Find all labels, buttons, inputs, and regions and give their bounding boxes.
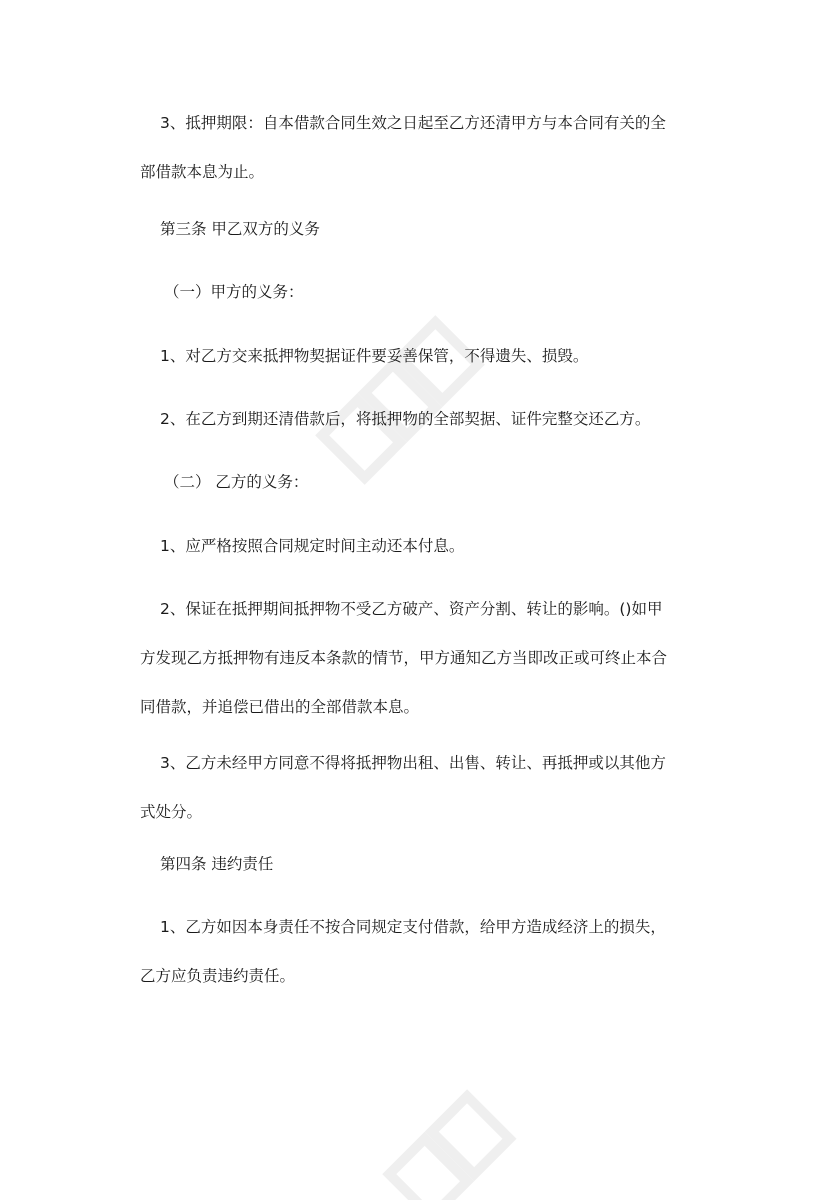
party-b-obligations-heading [140, 458, 700, 507]
text-line: 同借款，并追偿已借出的全部借款本息。 [140, 698, 420, 716]
article-three-heading [140, 205, 700, 254]
text-line: 部借款本息为止。 [140, 163, 265, 181]
party-a-obligations-heading [140, 268, 700, 317]
text-line: 方发现乙方抵押物有违反本条款的情节，甲方通知乙方当即改正或可终止本合 [140, 649, 668, 667]
text-line: 2、在乙方到期还清借款后，将抵押物的全部契据、证件完整交还乙方。 [160, 410, 651, 428]
paragraph-mortgage-period [140, 99, 700, 197]
text-line: 式处分。 [140, 803, 203, 821]
text-line: 3、乙方未经甲方同意不得将抵押物出租、出售、转让、再抵押或以其他方 [160, 754, 666, 772]
watermark-logo-bottom [360, 1060, 560, 1200]
text-line: （一）甲方的义务： [164, 283, 304, 301]
text-line: 1、乙方如因本身责任不按合同规定支付借款，给甲方造成经济上的损失， [160, 918, 666, 936]
paragraph-breach-item-1 [140, 903, 700, 1001]
paragraph-b-item-3 [140, 739, 700, 837]
text-line: 乙方应负责违约责任。 [140, 967, 296, 985]
text-line: 1、应严格按照合同规定时间主动还本付息。 [160, 537, 465, 555]
text-line: （二） 乙方的义务： [164, 473, 309, 491]
text-line: 3、抵押期限：自本借款合同生效之日起至乙方还清甲方与本合同有关的全 [160, 114, 666, 132]
text-line: 第三条 甲乙双方的义务 [160, 220, 320, 238]
text-line: 1、对乙方交来抵押物契据证件要妥善保管，不得遗失、损毁。 [160, 347, 589, 365]
paragraph-a-item-1 [140, 332, 700, 381]
text-line: 2、保证在抵押期间抵押物不受乙方破产、资产分割、转让的影响。()如甲 [160, 600, 663, 618]
paragraph-a-item-2 [140, 395, 700, 444]
text-line: 第四条 违约责任 [160, 855, 274, 873]
paragraph-b-item-1 [140, 522, 700, 571]
paragraph-b-item-2 [140, 585, 700, 732]
article-four-heading [140, 840, 700, 889]
